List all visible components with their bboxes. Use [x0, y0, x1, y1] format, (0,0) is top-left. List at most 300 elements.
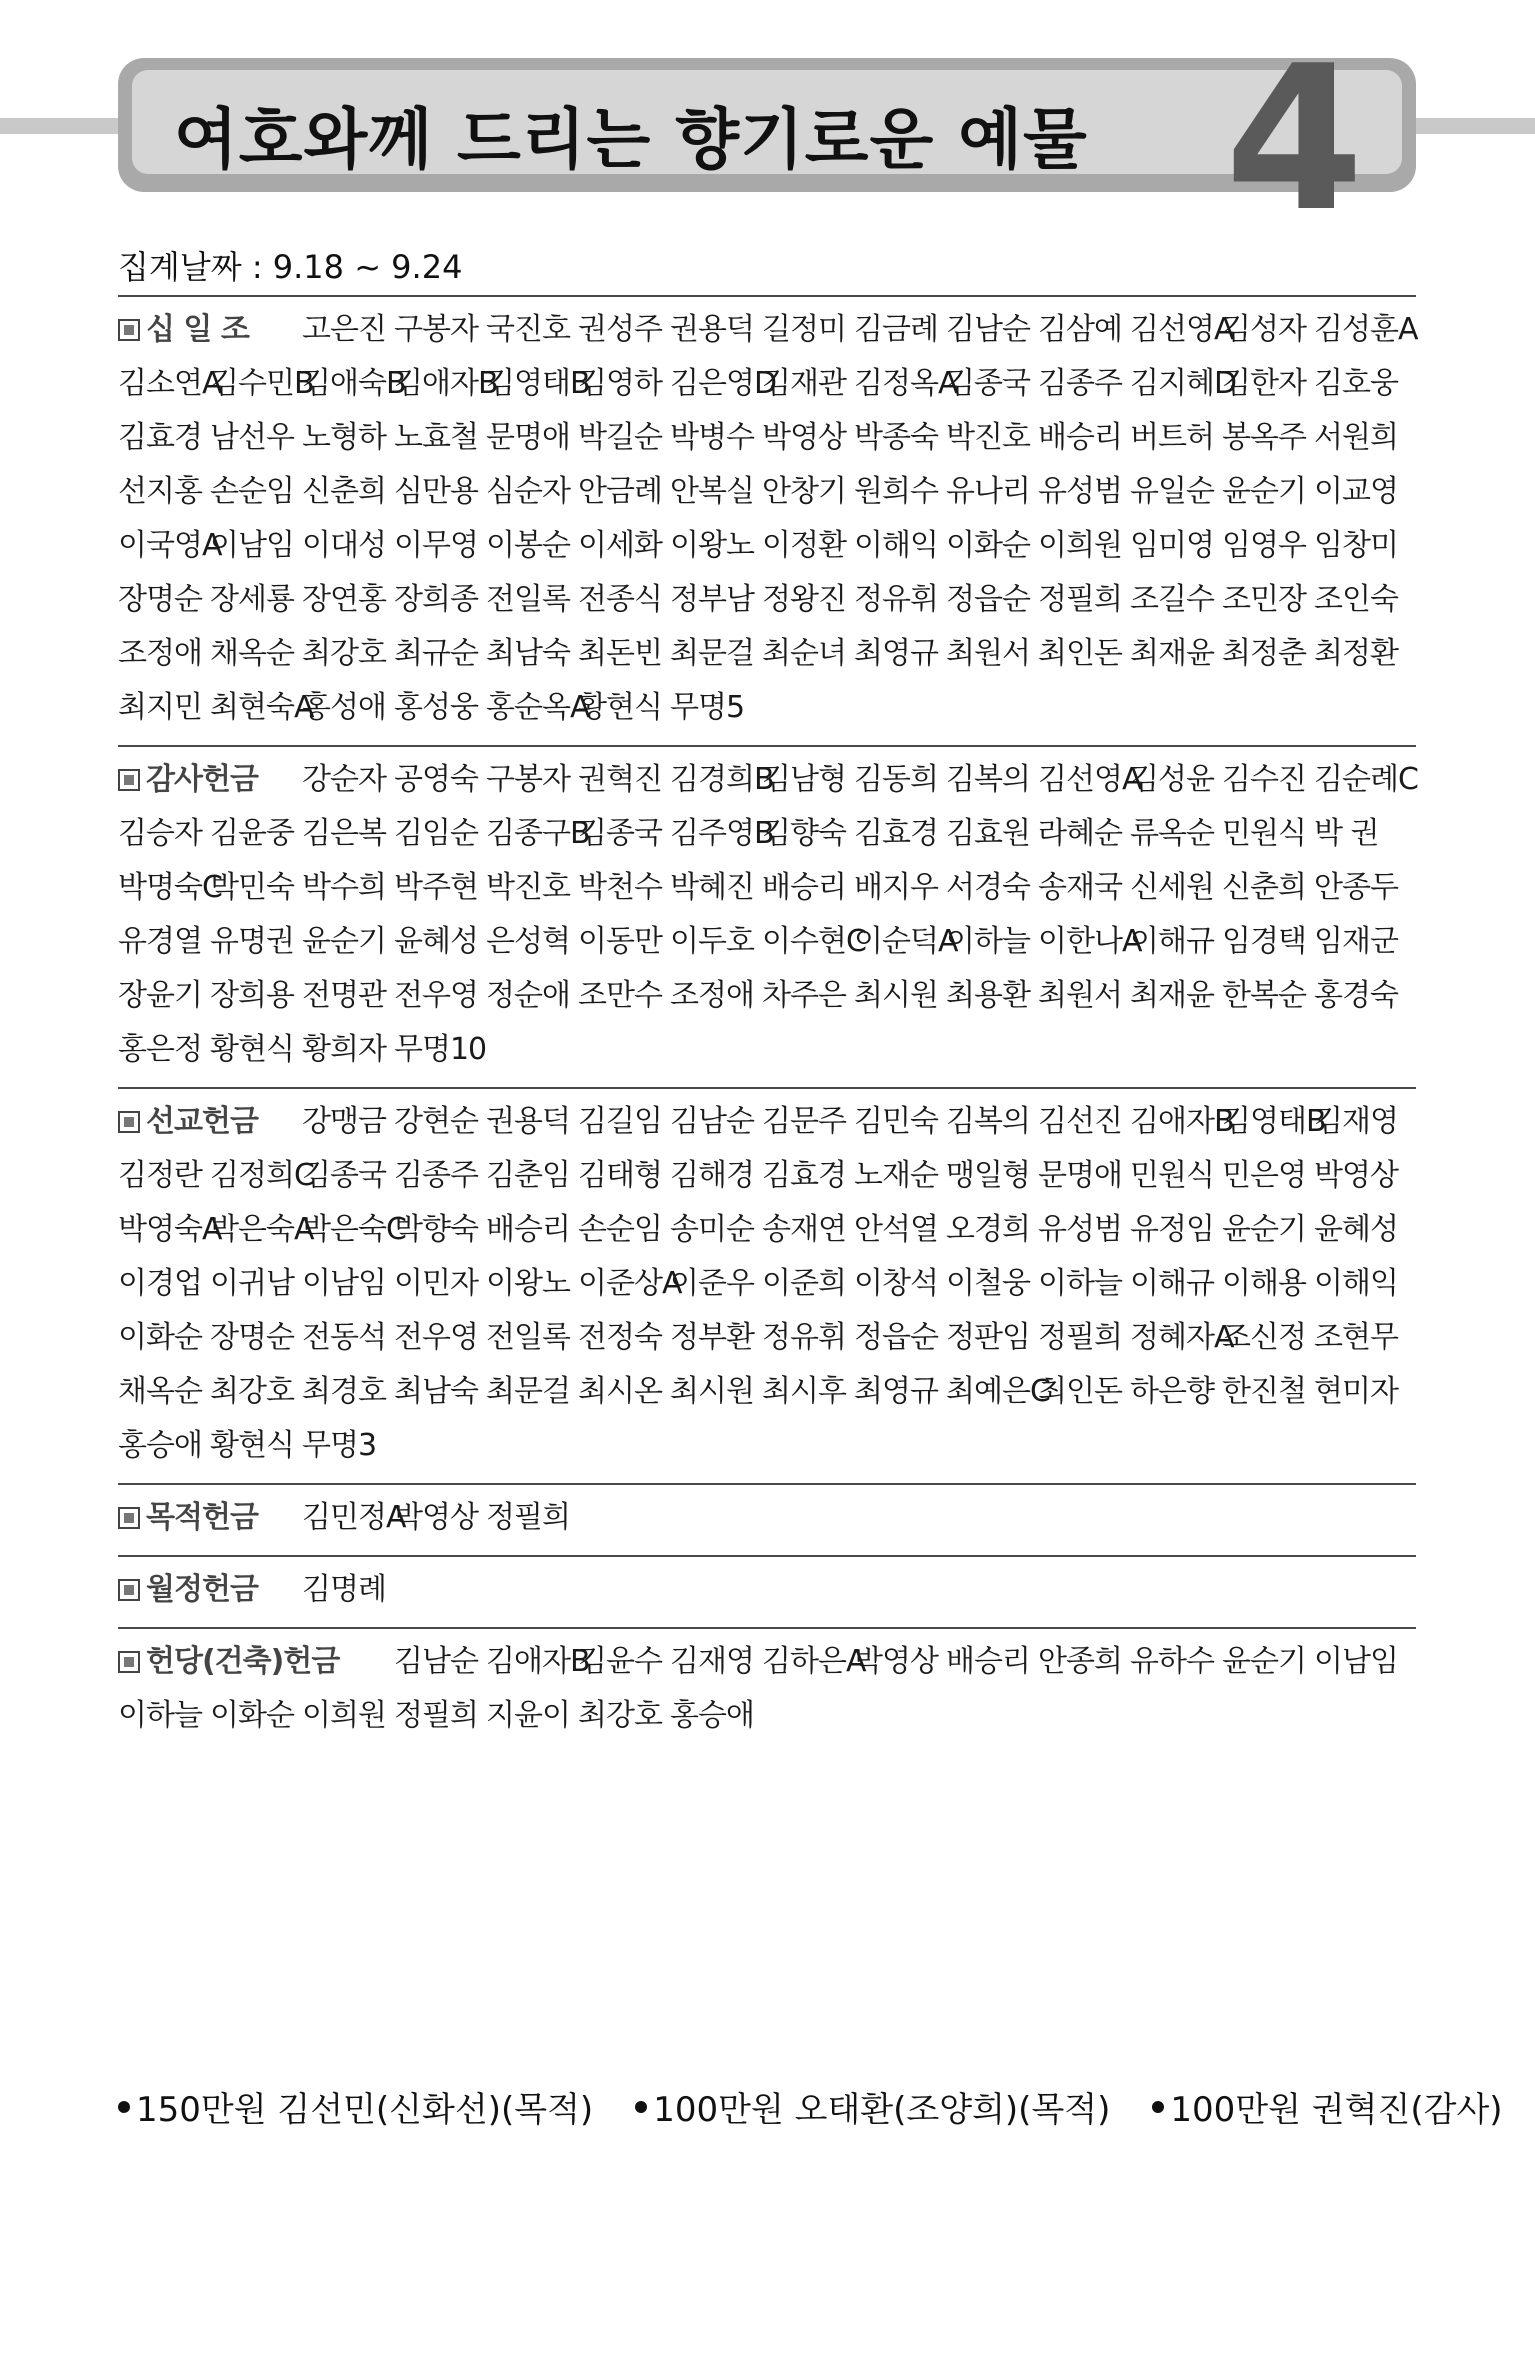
donor-name: 이해익	[854, 528, 938, 563]
donor-name: 김성훈A	[1314, 312, 1418, 347]
donor-name: 배승리	[946, 1644, 1030, 1679]
donor-name: 이희원	[1038, 528, 1122, 563]
donor-name: 최돈빈	[578, 636, 662, 671]
donor-name: 박종숙	[854, 420, 938, 455]
donor-name: 국진호	[486, 312, 570, 347]
donor-name: 이창석	[854, 1266, 938, 1301]
donor-name: 이세화	[578, 528, 662, 563]
donor-name: 홍성애	[302, 690, 386, 725]
donor-name: 김명례	[302, 1572, 386, 1607]
offering-section	[118, 295, 1416, 745]
donor-name: 유나리	[946, 474, 1030, 509]
donor-name: 이남임	[302, 1266, 386, 1301]
donor-name: 박민숙	[210, 870, 294, 905]
donor-name: 이국영A	[118, 528, 222, 563]
donor-name: 안종희	[1038, 1644, 1122, 1679]
donor-name: 송재국	[1038, 870, 1122, 905]
donor-name: 전종식	[578, 582, 662, 617]
offering-section	[118, 1627, 1416, 1753]
donor-name: 전동석	[302, 1320, 386, 1355]
donor-name: 전우영	[394, 978, 478, 1013]
donor-name: 최원서	[1038, 978, 1122, 1013]
donor-name: 김효경	[118, 420, 202, 455]
donor-name: 길정미	[762, 312, 846, 347]
donor-name: 최경호	[302, 1374, 386, 1409]
donor-name: 홍승애	[670, 1698, 754, 1733]
donor-name: 박병수	[670, 420, 754, 455]
donor-name: 김영태B	[1222, 1104, 1326, 1139]
section-label	[118, 753, 302, 807]
donor-name: 황현식	[578, 690, 662, 725]
donor-name: 조정애	[670, 978, 754, 1013]
donor-name: 정필희	[394, 1698, 478, 1733]
donor-name: 무명5	[670, 690, 745, 725]
donor-name: 최순녀	[762, 636, 846, 671]
donor-name: 김남순	[394, 1644, 478, 1679]
donor-name: 최정환	[1314, 636, 1398, 671]
donor-name: 김한자	[1222, 366, 1306, 401]
donor-name: 최재윤	[1130, 978, 1214, 1013]
donor-name: 박영상	[762, 420, 846, 455]
donor-name: 김애자B	[486, 1644, 590, 1679]
donor-name: 이순덕A	[854, 924, 958, 959]
donor-name: 권성주	[578, 312, 662, 347]
donor-name: 이왕노	[670, 528, 754, 563]
names-grid	[118, 1635, 1416, 1743]
donor-name: 최남숙	[486, 636, 570, 671]
donor-name: 정판임	[946, 1320, 1030, 1355]
donor-name: 최시온	[578, 1374, 662, 1409]
donor-name: 정읍순	[946, 582, 1030, 617]
donor-name: 이해용	[1222, 1266, 1306, 1301]
donor-name: 정유휘	[762, 1320, 846, 1355]
donor-name: 김춘임	[486, 1158, 570, 1193]
donor-name: 공영숙	[394, 762, 478, 797]
donor-name: 정필희	[486, 1500, 570, 1535]
donor-name: 박은숙A	[210, 1212, 314, 1247]
donor-name: 박진호	[486, 870, 570, 905]
donor-name: 김은복	[302, 816, 386, 851]
donor-name: 서경숙	[946, 870, 1030, 905]
donor-name: 강맹금	[302, 1104, 386, 1139]
donor-name: 홍은정	[118, 1032, 202, 1067]
large-gift-text: 100만원 오태환(조양희)(목적)	[653, 2090, 1111, 2130]
names-grid	[118, 1491, 1416, 1545]
donor-name: 박은숙C	[302, 1212, 406, 1247]
donor-name: 임영우	[1222, 528, 1306, 563]
donor-name: 조신정	[1222, 1320, 1306, 1355]
section-label-text: 감사헌금	[146, 762, 258, 797]
donor-name: 오경희	[946, 1212, 1030, 1247]
donor-name: 장명순	[210, 1320, 294, 1355]
section-label-text: 선교헌금	[146, 1104, 258, 1139]
donor-name: 김민숙	[854, 1104, 938, 1139]
donor-name: 박천수	[578, 870, 662, 905]
donor-name: 임미영	[1130, 528, 1214, 563]
donor-name: 최원서	[946, 636, 1030, 671]
offering-section	[118, 1087, 1416, 1483]
donor-name: 이준상A	[578, 1266, 682, 1301]
donor-name: 이귀남	[210, 1266, 294, 1301]
donor-name: 김호웅	[1314, 366, 1398, 401]
donor-name: 이무영	[394, 528, 478, 563]
donor-name: 전일록	[486, 582, 570, 617]
donor-name: 문명애	[1038, 1158, 1122, 1193]
large-gift-text: 150만원 김선민(신화선)(목적)	[136, 2090, 594, 2130]
donor-name: 송미순	[670, 1212, 754, 1247]
donor-name: 유명권	[210, 924, 294, 959]
square-bullet-icon	[118, 1651, 140, 1673]
donor-name: 박명숙C	[118, 870, 222, 905]
square-bullet-icon	[118, 1579, 140, 1601]
donor-name: 전우영	[394, 1320, 478, 1355]
donor-name: 박수희	[302, 870, 386, 905]
donor-name: 박영상	[854, 1644, 938, 1679]
donor-name: 김경희B	[670, 762, 774, 797]
title-banner-inner	[132, 23, 1402, 256]
donor-name: 조민장	[1222, 582, 1306, 617]
donor-name: 홍성웅	[394, 690, 478, 725]
donor-name: 황현식	[210, 1428, 294, 1463]
donor-name: 김수진	[1222, 762, 1306, 797]
donor-name: 조만수	[578, 978, 662, 1013]
donor-name: 김은영D	[670, 366, 777, 401]
names-grid	[118, 1563, 1416, 1617]
donor-name: 최현숙A	[210, 690, 314, 725]
donor-name: 무명10	[394, 1032, 487, 1067]
donor-name: 조길수	[1130, 582, 1214, 617]
donor-name: 이수현C	[762, 924, 866, 959]
donor-name: 이해익	[1314, 1266, 1398, 1301]
donor-name: 김수민B	[210, 366, 314, 401]
donor-name: 문명애	[486, 420, 570, 455]
donor-name: 박영상	[1314, 1158, 1398, 1193]
donor-name: 김성자	[1222, 312, 1306, 347]
donor-name: 김애자B	[394, 366, 498, 401]
donor-name: 강순자	[302, 762, 386, 797]
donor-name: 하은향	[1130, 1374, 1214, 1409]
donor-name: 민은영	[1222, 1158, 1306, 1193]
donor-name: 이한나A	[1038, 924, 1142, 959]
donor-name: 전정숙	[578, 1320, 662, 1355]
donor-name: 이교영	[1314, 474, 1398, 509]
donor-name: 민원식	[1222, 816, 1306, 851]
section-label	[118, 1563, 302, 1617]
donor-name: 이해규	[1130, 924, 1214, 959]
donor-name: 최인돈	[1038, 636, 1122, 671]
donor-name: 권혁진	[578, 762, 662, 797]
donor-name: 조정애	[118, 636, 202, 671]
donor-name: 이화순	[118, 1320, 202, 1355]
donor-name: 이화순	[210, 1698, 294, 1733]
section-label-text: 헌당(건축)헌금	[146, 1644, 340, 1679]
donor-name: 이동만	[578, 924, 662, 959]
donor-name: 정부환	[670, 1320, 754, 1355]
donor-name: 봉옥주	[1222, 420, 1306, 455]
donor-name: 이희원	[302, 1698, 386, 1733]
donor-name: 정부남	[670, 582, 754, 617]
donor-name: 박영숙A	[118, 1212, 222, 1247]
donor-name: 황희자	[302, 1032, 386, 1067]
donor-name: 김태형	[578, 1158, 662, 1193]
donor-name: 정필희	[1038, 582, 1122, 617]
title-banner	[118, 23, 1416, 256]
donor-name: 김영태B	[486, 366, 590, 401]
donor-name: 김정옥A	[854, 366, 958, 401]
donor-name: 장연홍	[302, 582, 386, 617]
donor-name: 손순임	[210, 474, 294, 509]
square-bullet-icon	[118, 1111, 140, 1133]
donor-name: 배지우	[854, 870, 938, 905]
donor-name: 이준희	[762, 1266, 846, 1301]
donor-name: 배승리	[762, 870, 846, 905]
section-label	[118, 1635, 394, 1689]
donor-name: 권용덕	[670, 312, 754, 347]
donor-name: 최규순	[394, 636, 478, 671]
large-gift-text: 100만원 권혁진(감사)	[1170, 2090, 1503, 2130]
donor-name: 유경열	[118, 924, 202, 959]
offering-section	[118, 1555, 1416, 1627]
donor-name: 심순자	[486, 474, 570, 509]
donor-name: 전명관	[302, 978, 386, 1013]
donor-name: 김선영A	[1130, 312, 1234, 347]
donor-name: 최영규	[854, 636, 938, 671]
donor-name: 신춘희	[1222, 870, 1306, 905]
donor-name: 송재연	[762, 1212, 846, 1247]
donor-name: 류옥순	[1130, 816, 1214, 851]
donor-name: 장희용	[210, 978, 294, 1013]
donor-name: 한진철	[1222, 1374, 1306, 1409]
donor-name: 이왕노	[486, 1266, 570, 1301]
large-gift-item	[635, 2082, 1110, 2131]
donor-name: 서원희	[1314, 420, 1398, 455]
donor-name: 장세룡	[210, 582, 294, 617]
donor-name: 김선영A	[1038, 762, 1142, 797]
donor-name: 안복실	[670, 474, 754, 509]
donor-name: 최시원	[670, 1374, 754, 1409]
donor-name: 임재군	[1314, 924, 1398, 959]
donor-name: 최강호	[578, 1698, 662, 1733]
donor-name: 현미자	[1314, 1374, 1398, 1409]
large-gifts	[118, 2082, 1503, 2131]
donor-name: 김향숙	[762, 816, 846, 851]
donor-name: 최용환	[946, 978, 1030, 1013]
square-bullet-icon	[118, 319, 140, 341]
donor-name: 손순임	[578, 1212, 662, 1247]
donor-name: 김길임	[578, 1104, 662, 1139]
donor-name: 최문걸	[486, 1374, 570, 1409]
donor-name: 임창미	[1314, 528, 1398, 563]
donor-name: 홍순옥A	[486, 690, 590, 725]
donor-name: 정순애	[486, 978, 570, 1013]
large-gift-item	[118, 2082, 593, 2131]
donor-name: 한복순	[1222, 978, 1306, 1013]
large-gift-item	[1152, 2082, 1502, 2131]
donor-name: 김종국	[578, 816, 662, 851]
offering-list	[118, 295, 1416, 1753]
donor-name: 김남형	[762, 762, 846, 797]
donor-name: 남선우	[210, 420, 294, 455]
donor-name: 고은진	[302, 312, 386, 347]
donor-name: 무명3	[302, 1428, 377, 1463]
donor-name: 김윤수	[578, 1644, 662, 1679]
donor-name: 김애자B	[1130, 1104, 1234, 1139]
offering-section	[118, 1483, 1416, 1555]
donor-name: 최예은C	[946, 1374, 1050, 1409]
donor-name: 김성윤	[1130, 762, 1214, 797]
donor-name: 김복의	[946, 1104, 1030, 1139]
donor-name: 유성범	[1038, 474, 1122, 509]
donor-name: 이두호	[670, 924, 754, 959]
bullet-dot-icon	[1152, 2101, 1164, 2113]
names-grid	[118, 1095, 1416, 1473]
donor-name: 구봉자	[394, 312, 478, 347]
donor-name: 김문주	[762, 1104, 846, 1139]
section-label-text: 월정헌금	[146, 1572, 258, 1607]
donor-name: 장명순	[118, 582, 202, 617]
section-label-text: 목적헌금	[146, 1500, 258, 1535]
donor-name: 라혜순	[1038, 816, 1122, 851]
donor-name: 최강호	[210, 1374, 294, 1409]
donor-name: 윤순기	[1222, 1644, 1306, 1679]
donor-name: 홍승애	[118, 1428, 202, 1463]
donor-name: 윤순기	[1222, 474, 1306, 509]
donor-name: 김순례C	[1314, 762, 1418, 797]
donor-name: 김주영B	[670, 816, 774, 851]
page-title: 여호와께 드리는 향기로운 예물	[174, 101, 1088, 178]
donor-name: 안창기	[762, 474, 846, 509]
donor-name: 박길순	[578, 420, 662, 455]
donor-name: 이민자	[394, 1266, 478, 1301]
donor-name: 박진호	[946, 420, 1030, 455]
donor-name: 윤혜성	[394, 924, 478, 959]
donor-name: 유성범	[1038, 1212, 1122, 1247]
section-label	[118, 1491, 302, 1545]
tally-period: 집계날짜 : 9.18 ~ 9.24	[118, 248, 463, 286]
donor-name: 버트허	[1130, 420, 1214, 455]
donor-name: 홍경숙	[1314, 978, 1398, 1013]
donor-name: 안석열	[854, 1212, 938, 1247]
donor-name: 권용덕	[486, 1104, 570, 1139]
donor-name: 김금례	[854, 312, 938, 347]
donor-name: 정혜자A	[1130, 1320, 1234, 1355]
donor-name: 이남임	[210, 528, 294, 563]
donor-name: 이남임	[1314, 1644, 1398, 1679]
donor-name: 김종구B	[486, 816, 590, 851]
donor-name: 김종주	[1038, 366, 1122, 401]
donor-name: 최지민	[118, 690, 202, 725]
donor-name: 이해규	[1130, 1266, 1214, 1301]
donor-name: 이화순	[946, 528, 1030, 563]
donor-name: 김정란	[118, 1158, 202, 1193]
donor-name: 김효경	[854, 816, 938, 851]
donor-name: 김삼예	[1038, 312, 1122, 347]
donor-name: 황현식	[210, 1032, 294, 1067]
donor-name: 이경업	[118, 1266, 202, 1301]
donor-name: 박영상	[394, 1500, 478, 1535]
donor-name: 심만용	[394, 474, 478, 509]
donor-name: 김재영	[670, 1644, 754, 1679]
donor-name: 채옥순	[118, 1374, 202, 1409]
donor-name: 김남순	[670, 1104, 754, 1139]
donor-name: 이정환	[762, 528, 846, 563]
donor-name: 정필희	[1038, 1320, 1122, 1355]
donor-name: 조현무	[1314, 1320, 1398, 1355]
donor-name: 최재윤	[1130, 636, 1214, 671]
donor-name: 정읍순	[854, 1320, 938, 1355]
donor-name: 김재영	[1314, 1104, 1398, 1139]
donor-name: 김선진	[1038, 1104, 1122, 1139]
donor-name: 채옥순	[210, 636, 294, 671]
donor-name: 조인숙	[1314, 582, 1398, 617]
donor-name: 임경택	[1222, 924, 1306, 959]
donor-name: 유정임	[1130, 1212, 1214, 1247]
donor-name: 이대성	[302, 528, 386, 563]
donor-name: 최시원	[854, 978, 938, 1013]
donor-name: 박혜진	[670, 870, 754, 905]
donor-name: 노재순	[854, 1158, 938, 1193]
bullet-dot-icon	[118, 2101, 130, 2113]
donor-name: 김민정A	[302, 1500, 406, 1535]
donor-name: 장윤기	[118, 978, 202, 1013]
donor-name: 이하늘	[1038, 1266, 1122, 1301]
donor-name: 박주현	[394, 870, 478, 905]
donor-name: 최문걸	[670, 636, 754, 671]
donor-name: 맹일형	[946, 1158, 1030, 1193]
donor-name: 이하늘	[118, 1698, 202, 1733]
donor-name: 김효원	[946, 816, 1030, 851]
donor-name: 배승리	[486, 1212, 570, 1247]
donor-name: 은성혁	[486, 924, 570, 959]
donor-name: 정유휘	[854, 582, 938, 617]
donor-name: 원희수	[854, 474, 938, 509]
donor-name: 전일록	[486, 1320, 570, 1355]
donor-name: 김소연A	[118, 366, 222, 401]
donor-name: 윤혜성	[1314, 1212, 1398, 1247]
donor-name: 김윤중	[210, 816, 294, 851]
square-bullet-icon	[118, 769, 140, 791]
donor-name: 유일순	[1130, 474, 1214, 509]
donor-name: 이하늘	[946, 924, 1030, 959]
donor-name: 지윤이	[486, 1698, 570, 1733]
bullet-dot-icon	[635, 2101, 647, 2113]
donor-name: 이철웅	[946, 1266, 1030, 1301]
donor-name: 김승자	[118, 816, 202, 851]
donor-name: 김남순	[946, 312, 1030, 347]
donor-name: 최남숙	[394, 1374, 478, 1409]
donor-name: 김효경	[762, 1158, 846, 1193]
donor-name: 김재관	[762, 366, 846, 401]
donor-name: 장희종	[394, 582, 478, 617]
section-label-text: 십 일 조	[146, 312, 249, 347]
donor-name: 김정희C	[210, 1158, 314, 1193]
donor-name: 윤순기	[302, 924, 386, 959]
donor-name: 김종국	[946, 366, 1030, 401]
donor-name: 강현순	[394, 1104, 478, 1139]
donor-name: 유하수	[1130, 1644, 1214, 1679]
donor-name: 최시후	[762, 1374, 846, 1409]
names-grid	[118, 303, 1416, 735]
donor-name: 안금례	[578, 474, 662, 509]
page-number: 4	[1224, 23, 1364, 256]
square-bullet-icon	[118, 1507, 140, 1529]
donor-name: 박향숙	[394, 1212, 478, 1247]
donor-name: 김동희	[854, 762, 938, 797]
donor-name: 김복의	[946, 762, 1030, 797]
donor-name: 신춘희	[302, 474, 386, 509]
donor-name: 신세원	[1130, 870, 1214, 905]
donor-name: 이봉순	[486, 528, 570, 563]
